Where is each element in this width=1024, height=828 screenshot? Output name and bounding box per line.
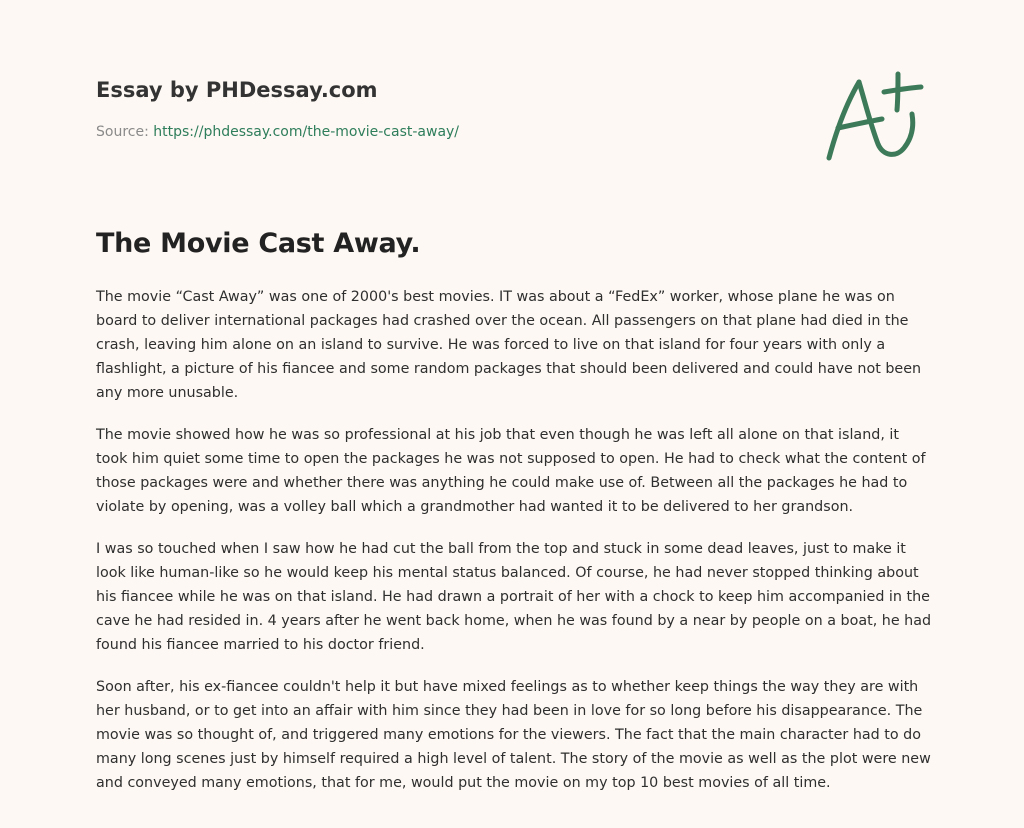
source-label: Source: [96,124,149,140]
essay-body [96,285,932,813]
essay-paragraph: The movie “Cast Away” was one of 2000's best movies. IT was about a “FedEx” worker, whose plane he was on board to deliver international packages had crashed over the ocean. All passengers on that plane had died in the crash, leaving him alone on an island to survive. He was forced to live on that island for four years with only a flashlight, a picture of his fiancee and some random packages that should been delivered and could have not been any more unusable. [96,289,922,401]
source-link[interactable]: https://phdessay.com/the-movie-cast-away/ [153,124,460,140]
source-line [96,122,796,142]
essay-title: The Movie Cast Away. [96,228,421,259]
essay-paragraph: Soon after, his ex-fiancee couldn't help it but have mixed feelings as to whether keep things the way they are with her husband, or to get into an affair with him since they had been in love for so long before his disappearance. The movie was so thought of, and triggered many emotions for the viewers. The fact that the main character had to do many long scenes just by himself required a high level of talent. The story of the movie as well as the plot were new and conveyed many emotions, that for me, would put the movie on my top 10 best movies of all time. [96,679,931,791]
essay-paragraph: The movie showed how he was so professional at his job that even though he was left all alone on that island, it took him quiet some time to open the packages he was not supposed to open. He had to check what the content of those packages were and whether there was anything he could make use of. Between all the packages he had to violate by opening, was a volley ball which a grandmother had wanted it to be delivered to her grandson. [96,427,926,515]
a-plus-grade-icon [822,68,926,164]
brand-title: Essay by PHDessay.com [96,78,378,102]
page-header [96,76,796,142]
essay-paragraph: I was so touched when I saw how he had cut the ball from the top and stuck in some dead leaves, just to make it look like human-like so he would keep his mental status balanced. Of course, he had never stopped thinking about his fiancee while he was on that island. He had drawn a portrait of her with a chock to keep him accompanied in the cave he had resided in. 4 years after he went back home, when he was found by a near by people on a boat, he had found his fiancee married to his doctor friend. [96,541,932,653]
